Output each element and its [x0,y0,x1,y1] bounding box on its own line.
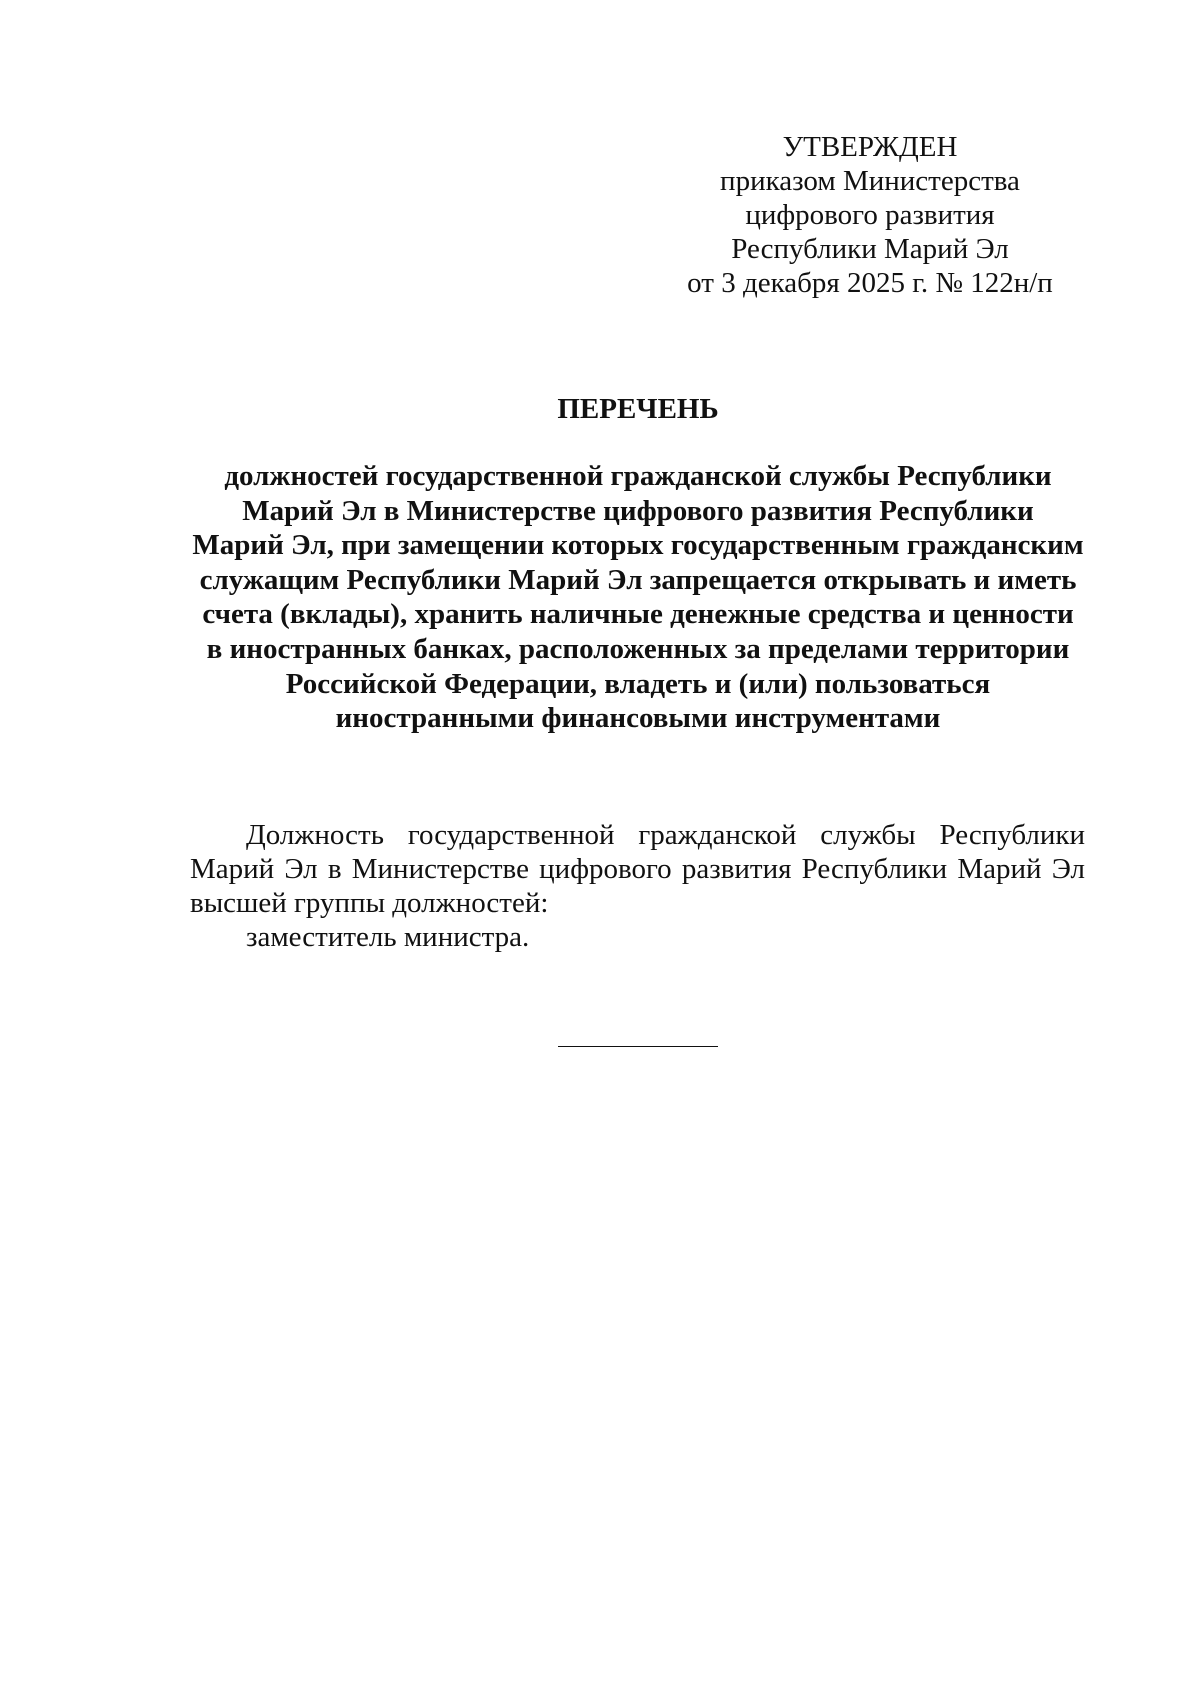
subtitle-line: Российской Федерации, владеть и (или) пользоваться [285,667,991,700]
approval-republic-line: Республики Марий Эл [731,233,1009,265]
end-divider-line [558,1046,718,1047]
approval-ministry-line: цифрового развития [745,199,995,231]
approval-order-line: приказом Министерства [720,165,1020,197]
subtitle-line: Марий Эл, при замещении которых государственным гражданским [192,529,1084,562]
document-body [190,818,1085,954]
subtitle-line: иностранными финансовыми инструментами [335,702,941,735]
approval-stamp [670,130,1070,300]
document-subtitle [0,459,1200,736]
subtitle-line: Марий Эл в Министерстве цифрового развития Республики [242,494,1034,527]
position-list-item: заместитель министра. [246,921,530,953]
document-title: ПЕРЕЧЕНЬ [557,393,719,425]
approval-date-number: от 3 декабря 2025 г. № 122н/п [687,267,1053,299]
approval-heading: УТВЕРЖДЕН [782,131,958,163]
subtitle-line: служащим Республики Марий Эл запрещается открывать и иметь [199,563,1077,596]
subtitle-line: должностей государственной гражданской службы Республики [224,460,1052,492]
subtitle-line: в иностранных банках, расположенных за пределами территории [206,632,1070,665]
subtitle-line: счета (вклады), хранить наличные денежные средства и ценности [202,598,1074,631]
position-group-paragraph: Должность государственной гражданской службы Республики Марий Эл в Министерстве цифрового развития Республики Марий Эл высшей группы должностей: [190,819,1085,919]
